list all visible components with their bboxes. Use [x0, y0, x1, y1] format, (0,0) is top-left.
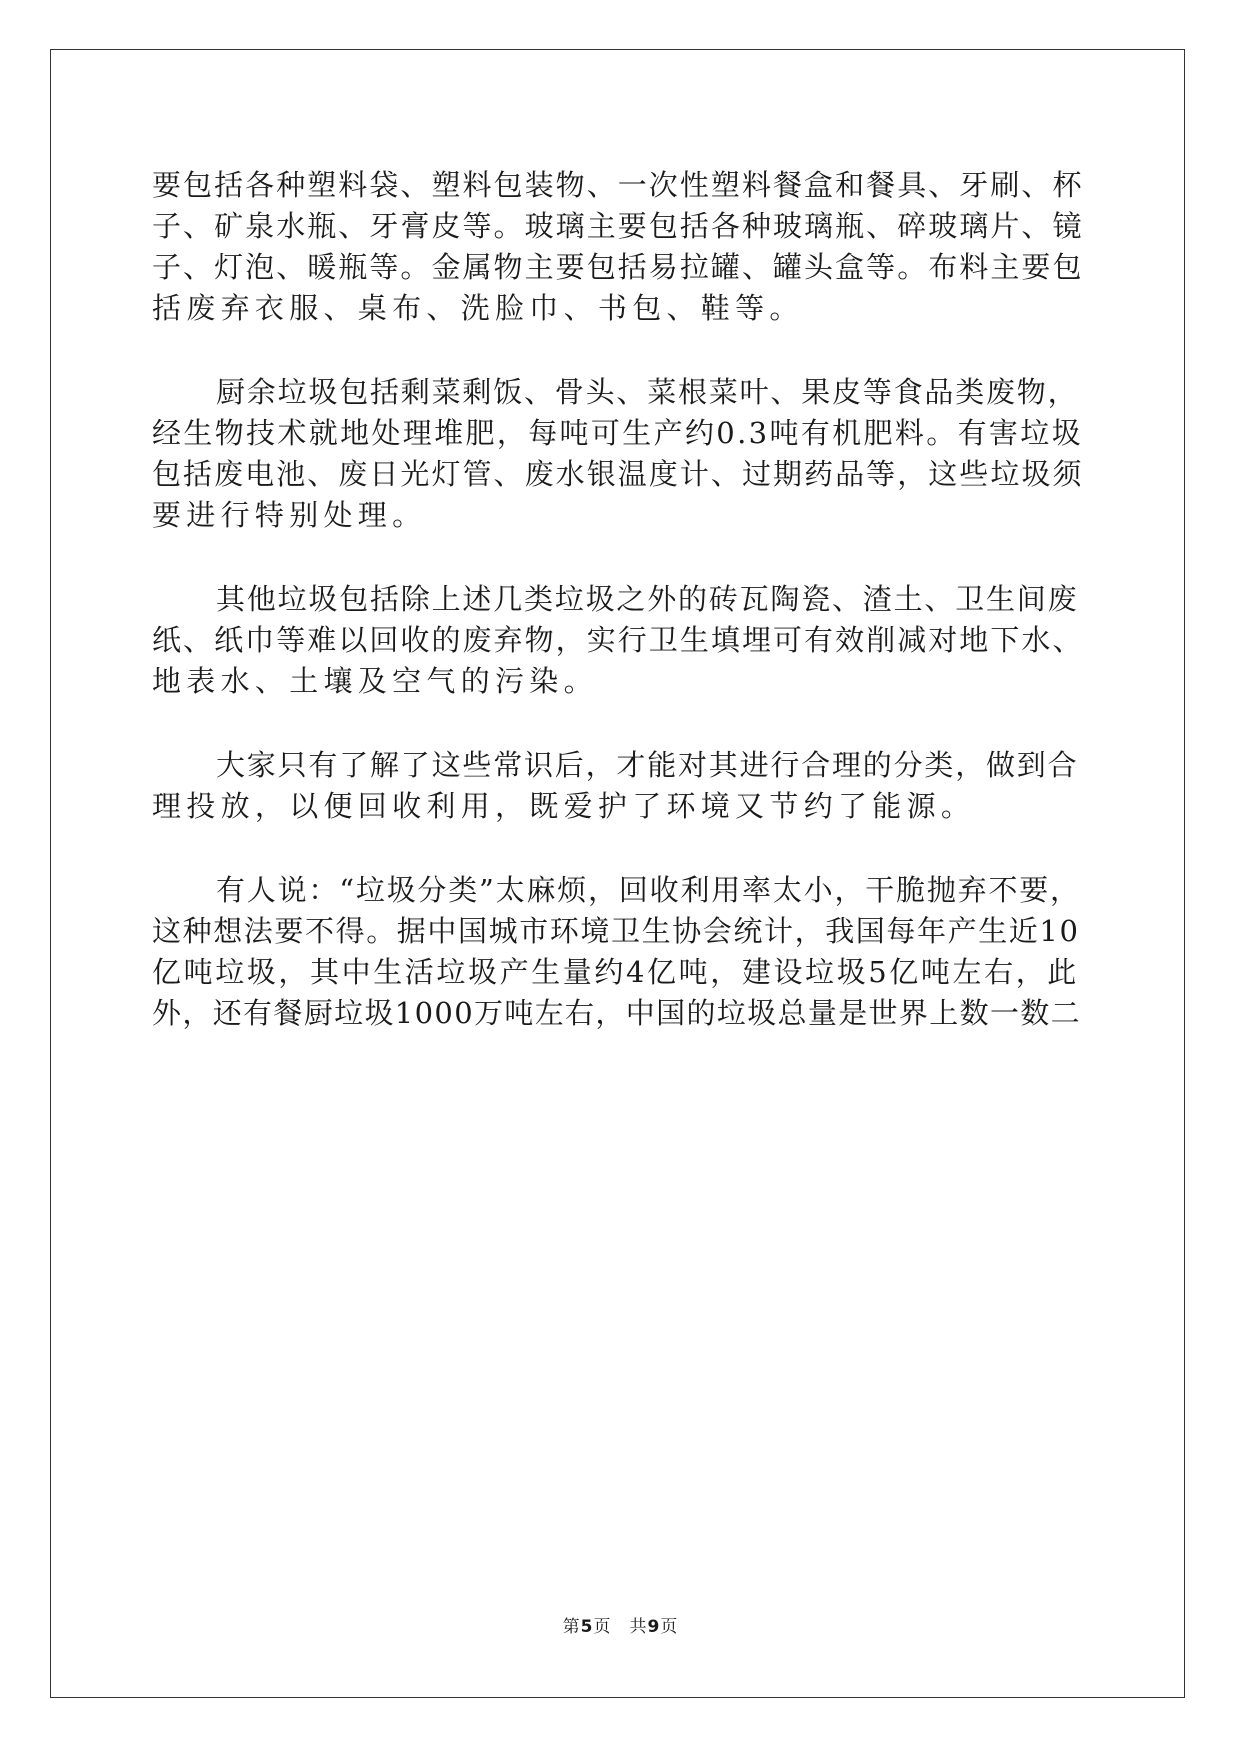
- text-line: 厨余垃圾包括剩菜剩饭、骨头、菜根菜叶、果皮等食品类废物，: [216, 375, 1079, 409]
- text-line: 包括废电池、废日光灯管、废水银温度计、过期药品等，这些垃圾须: [152, 457, 1084, 491]
- text-line: 有人说：“垃圾分类”太麻烦，回收利用率太小，干脆抛弃不要，: [216, 873, 1081, 907]
- text-line: 理投放，以便回收利用，既爱护了环境又节约了能源。: [152, 789, 976, 823]
- paragraph-kitchen-waste: [152, 372, 1084, 536]
- text-line: 经生物技术就地处理堆肥，每吨可生产约0.3吨有机肥料。有害垃圾: [152, 416, 1083, 450]
- text-line: 其他垃圾包括除上述几类垃圾之外的砖瓦陶瓷、渣土、卫生间废: [216, 582, 1079, 616]
- text-line: 括废弃衣服、桌布、洗脸巾、书包、鞋等。: [152, 291, 804, 325]
- paragraph-statistics: [152, 870, 1084, 1034]
- total-suffix: 页: [660, 1617, 679, 1637]
- page-prefix: 第: [562, 1617, 581, 1637]
- page-footer: [0, 1616, 1241, 1638]
- text-line: 要进行特别处理。: [152, 498, 427, 532]
- paragraph-recyclables-continued: [152, 165, 1084, 329]
- text-line: 这种想法要不得。据中国城市环境卫生协会统计，我国每年产生近10: [152, 914, 1080, 948]
- text-line: 纸、纸巾等难以回收的废弃物，实行卫生填埋可有效削减对地下水、: [152, 623, 1084, 657]
- text-line: 亿吨垃圾，其中生活垃圾产生量约4亿吨，建设垃圾5亿吨左右，此: [152, 955, 1079, 989]
- total-prefix: 共: [629, 1617, 648, 1637]
- page-suffix: 页: [593, 1617, 612, 1637]
- text-line: 子、灯泡、暖瓶等。金属物主要包括易拉罐、罐头盒等。布料主要包: [152, 250, 1084, 284]
- total-pages-number: 9: [647, 1617, 661, 1637]
- text-line: 外，还有餐厨垃圾1000万吨左右，中国的垃圾总量是世界上数一数二: [152, 996, 1082, 1030]
- paragraph-other-waste: [152, 579, 1084, 702]
- paragraph-common-knowledge: [152, 745, 1084, 827]
- text-line: 子、矿泉水瓶、牙膏皮等。玻璃主要包括各种玻璃瓶、碎玻璃片、镜: [152, 209, 1084, 243]
- current-page-number: 5: [580, 1617, 594, 1637]
- text-line: 地表水、土壤及空气的污染。: [152, 664, 598, 698]
- text-line: 要包括各种塑料袋、塑料包装物、一次性塑料餐盒和餐具、牙刷、杯: [152, 168, 1084, 202]
- text-line: 大家只有了解了这些常识后，才能对其进行合理的分类，做到合: [216, 748, 1079, 782]
- document-body: [152, 165, 1084, 1034]
